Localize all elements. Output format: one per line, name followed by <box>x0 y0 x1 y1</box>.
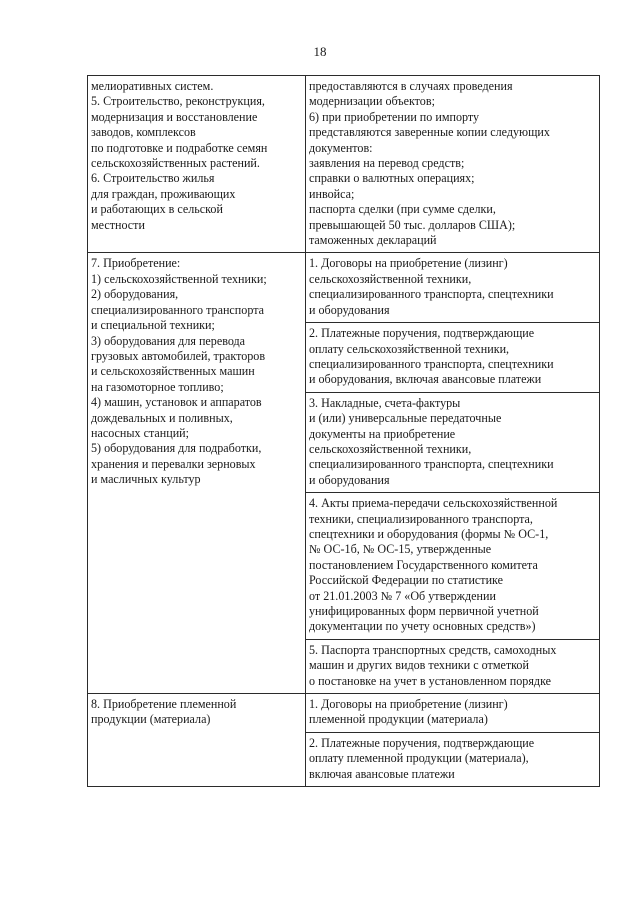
table-row <box>88 253 600 323</box>
text-line: дождевальных и поливных, <box>91 410 233 425</box>
text-line: 8. Приобретение племенной <box>91 697 237 712</box>
text-line: племенной продукции (материала) <box>309 712 488 727</box>
text-line: и масличных культур <box>91 472 201 487</box>
text-line: заводов, комплексов <box>91 125 196 140</box>
text-line: специализированного транспорта, спецтехники <box>309 356 554 371</box>
document-cell <box>306 323 600 393</box>
text-line: и оборудования, включая авансовые платежи <box>309 372 542 387</box>
text-line: 5) оборудования для подработки, <box>91 441 262 456</box>
text-line: модернизация и восстановление <box>91 109 258 124</box>
activity-cell <box>88 76 306 253</box>
documents-table <box>87 75 600 787</box>
text-line: на газомоторное топливо; <box>91 379 224 394</box>
text-line: документов: <box>309 140 373 155</box>
document-cell <box>306 76 600 253</box>
text-line: 5. Паспорта транспортных средств, самоходных <box>309 642 557 657</box>
text-line: спецтехники и оборудования (формы № ОС-1, <box>309 526 549 541</box>
table-row <box>88 76 600 253</box>
document-cell <box>306 392 600 492</box>
text-line: 3. Накладные, счета-фактуры <box>309 395 461 410</box>
text-line: 2) оборудования, <box>91 287 179 302</box>
text-line: таможенных деклараций <box>309 233 437 248</box>
text-line: справки о валютных операциях; <box>309 171 475 186</box>
text-line: хранения и перевалки зерновых <box>91 456 256 471</box>
text-line: предоставляются в случаях проведения <box>309 79 513 93</box>
text-line: и оборудования <box>309 302 390 317</box>
text-line: для граждан, проживающих <box>91 186 236 201</box>
text-line: заявления на перевод средств; <box>309 156 465 171</box>
text-line: № ОС-1б, № ОС-15, утвержденные <box>309 542 492 557</box>
document-cell <box>306 694 600 733</box>
text-line: документации по учету основных средств») <box>309 619 536 634</box>
text-line: Российской Федерации по статистике <box>309 573 503 588</box>
activity-cell <box>88 253 306 694</box>
text-line: и оборудования <box>309 472 390 487</box>
text-line: специализированного транспорта <box>91 302 265 317</box>
text-line: инвойса; <box>309 186 355 201</box>
text-line: модернизации объектов; <box>309 94 435 109</box>
text-line: постановлением Государственного комитета <box>309 557 538 572</box>
text-line: 1. Договоры на приобретение (лизинг) <box>309 256 508 271</box>
text-line: насосных станций; <box>91 425 190 440</box>
text-line: 1. Договоры на приобретение (лизинг) <box>309 697 508 712</box>
text-line: сельскохозяйственной техники, <box>309 441 472 456</box>
document-cell <box>306 493 600 640</box>
text-line: и работающих в сельской <box>91 202 223 217</box>
text-line: машин и других видов техники с отметкой <box>309 658 529 673</box>
text-line: 2. Платежные поручения, подтверждающие <box>309 735 535 750</box>
text-line: и (или) универсальные передаточные <box>309 411 502 426</box>
text-line: продукции (материала) <box>91 712 211 727</box>
text-line: 1) сельскохозяйственной техники; <box>91 271 267 286</box>
activity-cell <box>88 694 306 787</box>
text-line: 6) при приобретении по импорту <box>309 109 480 124</box>
documents-table-body <box>88 76 600 787</box>
text-line: специализированного транспорта, спецтехники <box>309 287 554 302</box>
text-line: сельскохозяйственных растений. <box>91 156 260 171</box>
text-line: 6. Строительство жилья <box>91 171 215 186</box>
text-line: унифицированных форм первичной учетной <box>309 604 539 618</box>
text-line: превышающей 50 тыс. долларов США); <box>309 217 516 232</box>
text-line: о постановке на учет в установленном порядке <box>309 673 552 688</box>
text-line: 7. Приобретение: <box>91 256 181 271</box>
text-line: оплату племенной продукции (материала), <box>309 751 529 766</box>
text-line: 4) машин, установок и аппаратов <box>91 395 262 410</box>
text-line: по подготовке и подработке семян <box>91 140 268 155</box>
text-line: местности <box>91 217 145 232</box>
text-line: специализированного транспорта, спецтехники <box>309 457 554 472</box>
text-line: 4. Акты приема-передачи сельскохозяйственной <box>309 496 558 511</box>
text-line: от 21.01.2003 № 7 «Об утверждении <box>309 588 496 603</box>
document-cell <box>306 639 600 693</box>
text-line: мелиоративных систем. <box>91 79 214 93</box>
table-row <box>88 694 600 733</box>
text-line: 5. Строительство, реконструкция, <box>91 94 265 109</box>
text-line: 2. Платежные поручения, подтверждающие <box>309 326 535 341</box>
document-cell <box>306 732 600 786</box>
text-line: оплату сельскохозяйственной техники, <box>309 341 510 356</box>
text-line: документы на приобретение <box>309 426 456 441</box>
text-line: техники, специализированного транспорта, <box>309 511 533 526</box>
text-line: грузовых автомобилей, тракторов <box>91 348 266 363</box>
text-line: сельскохозяйственной техники, <box>309 271 472 286</box>
text-line: и специальной техники; <box>91 318 215 333</box>
text-line: и сельскохозяйственных машин <box>91 364 255 379</box>
text-line: паспорта сделки (при сумме сделки, <box>309 202 496 217</box>
text-line: представляются заверенные копии следующих <box>309 125 550 140</box>
text-line: 3) оборудования для перевода <box>91 333 246 348</box>
text-line: включая авансовые платежи <box>309 766 455 781</box>
document-cell <box>306 253 600 323</box>
page-number: 18 <box>313 44 327 59</box>
